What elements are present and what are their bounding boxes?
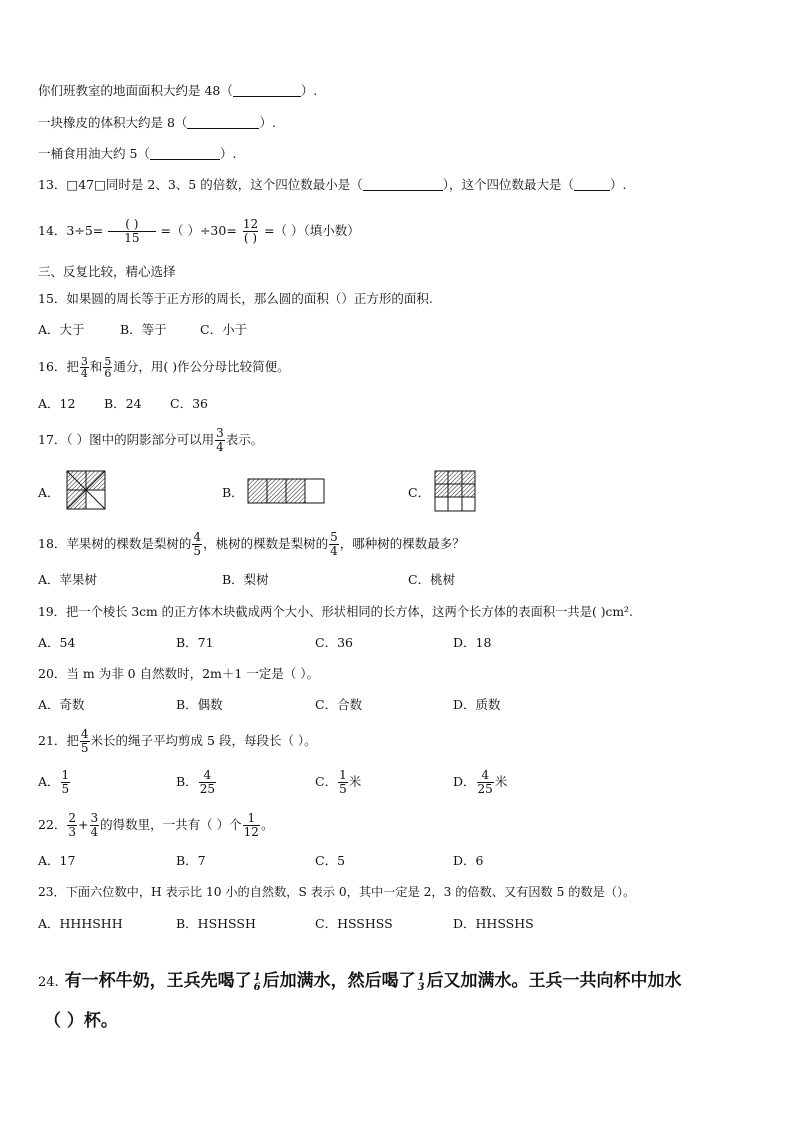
question-17: 17．（ ）图中的阴影部分可以用 $\frac{3}{4}$ 表示。: [38, 426, 264, 454]
fraction: $\frac{3}{4}$: [216, 426, 224, 454]
question-20: 20．当 m 为非 0 自然数时，2m＋1 一定是（ ）。: [38, 666, 320, 681]
option-a[interactable]: A．17: [38, 853, 76, 868]
option-c[interactable]: C．: [408, 485, 431, 500]
question-24-continued: （ ）杯。: [44, 1011, 118, 1031]
option-c[interactable]: C．36: [170, 396, 208, 411]
answer-blank[interactable]: [187, 116, 259, 129]
fraction: $\frac{12}{( )}$: [242, 217, 259, 245]
option-c[interactable]: C．36: [315, 635, 353, 650]
fraction: 1 6: [253, 972, 261, 993]
figure-a-divided-square: [66, 470, 106, 510]
option-b[interactable]: B．: [222, 485, 244, 500]
fraction: 1 3: [417, 972, 425, 993]
fraction: $\frac{( )}{15}$: [108, 218, 155, 245]
fraction: $\frac{4}{5}$: [80, 727, 89, 755]
figure-c-grid: [434, 470, 476, 512]
option-d[interactable]: D． $\frac{4}{25}$ 米: [453, 768, 508, 796]
fraction: $\frac{2}{3}$: [68, 811, 77, 839]
option-b[interactable]: B．24: [104, 396, 142, 411]
answer-blank[interactable]: [574, 178, 610, 191]
question-22: 22． $\frac{2}{3}$ + $\frac{3}{4}$ 的得数里，一共有（ ）个 $\frac{1}{12}$ 。: [38, 811, 274, 839]
option-c[interactable]: C．桃树: [408, 572, 456, 587]
question-16: 16．把 $\frac{3}{4}$ 和 $\frac{5}{6}$ 通分，用( )作公分母比较简便。: [38, 355, 290, 380]
option-a[interactable]: A．: [38, 485, 60, 500]
question-18: 18．苹果树的棵数是梨树的 $\frac{4}{5}$ ，桃树的棵数是梨树的 $\frac{5}{4}$ ，哪种树的棵数最多？: [38, 530, 465, 558]
question-13: 13．□47□同时是 2、3、5 的倍数，这个四位数最小是（ ），这个四位数最大是（ ）.: [38, 177, 627, 192]
option-a[interactable]: A．大于: [38, 322, 85, 337]
question-23: 23．下面六位数中，H 表示比 10 小的自然数，S 表示 0，其中一定是 2，3 的倍数、又有因数 5 的数是（）。: [38, 885, 636, 899]
option-b[interactable]: B．偶数: [176, 697, 223, 712]
option-b[interactable]: B．7: [176, 853, 206, 868]
fraction: $\frac{1}{12}$: [243, 811, 259, 839]
section-heading: 三、反复比较，精心选择: [38, 264, 176, 279]
question-19: 19．把一个棱长 3cm 的正方体木块截成两个大小、形状相同的长方体，这两个长方体的表面积一共是( )cm².: [38, 605, 633, 619]
option-c[interactable]: C． $\frac{1}{5}$ 米: [315, 768, 362, 796]
figure-b-bar: [247, 478, 327, 504]
option-a[interactable]: A．苹果树: [38, 572, 98, 587]
option-a[interactable]: A．54: [38, 635, 76, 650]
fraction: $\frac{3}{4}$: [90, 811, 99, 839]
option-c[interactable]: C．5: [315, 853, 346, 868]
question-line-volume: 一块橡皮的体积大约是 8（ ）.: [38, 115, 276, 130]
option-d[interactable]: D．18: [453, 635, 492, 650]
option-b[interactable]: B． $\frac{4}{25}$: [176, 768, 215, 796]
fraction: $\frac{3}{4}$: [80, 355, 88, 380]
question-14: 14．3÷5= $\frac{( )}{15}$ =（ ）÷30= $\frac{12}{( )}$ =（ ）（填小数）: [38, 217, 360, 245]
fraction: $\frac{1}{5}$: [61, 768, 70, 796]
fraction: $\frac{5}{4}$: [330, 530, 338, 558]
question-21: 21．把 $\frac{4}{5}$ 米长的绳子平均剪成 5 段，每段长（ ）。: [38, 727, 317, 755]
fraction: $\frac{1}{5}$: [339, 768, 347, 796]
question-15: 15．如果圆的周长等于正方形的周长，那么圆的面积（）正方形的面积.: [38, 291, 433, 306]
option-d[interactable]: D．6: [453, 853, 484, 868]
question-line-oil: 一桶食用油大约 5（ ）.: [38, 146, 237, 161]
answer-blank[interactable]: [150, 147, 220, 160]
answer-blank[interactable]: [363, 178, 443, 191]
fraction: $\frac{4}{25}$: [199, 768, 215, 796]
option-c[interactable]: C．HSSHSS: [315, 916, 393, 931]
answer-blank[interactable]: [233, 84, 301, 97]
fraction: $\frac{5}{6}$: [104, 355, 112, 380]
option-d[interactable]: D．质数: [453, 697, 501, 712]
option-a[interactable]: A．12: [38, 396, 76, 411]
option-b[interactable]: B．HSHSSH: [176, 916, 256, 931]
question-24: 24. 有一杯牛奶，王兵先喝了 1 6 后加满水，然后喝了 1 3 后又加满水。王兵一共向杯中加水: [38, 971, 682, 993]
option-c[interactable]: C．合数: [315, 697, 363, 712]
option-a[interactable]: A．HHHSHH: [38, 916, 123, 931]
option-c[interactable]: C．小于: [200, 322, 248, 337]
question-line-area: 你们班教室的地面面积大约是 48（ ）.: [38, 83, 318, 98]
fraction: $\frac{4}{25}$: [477, 768, 493, 796]
option-a[interactable]: A．奇数: [38, 697, 85, 712]
option-b[interactable]: B．梨树: [222, 572, 269, 587]
option-a[interactable]: A． $\frac{1}{5}$: [38, 768, 70, 796]
option-b[interactable]: B．71: [176, 635, 214, 650]
option-b[interactable]: B．等于: [120, 322, 167, 337]
option-d[interactable]: D．HHSSHS: [453, 916, 534, 931]
fraction: $\frac{4}{5}$: [193, 530, 202, 558]
